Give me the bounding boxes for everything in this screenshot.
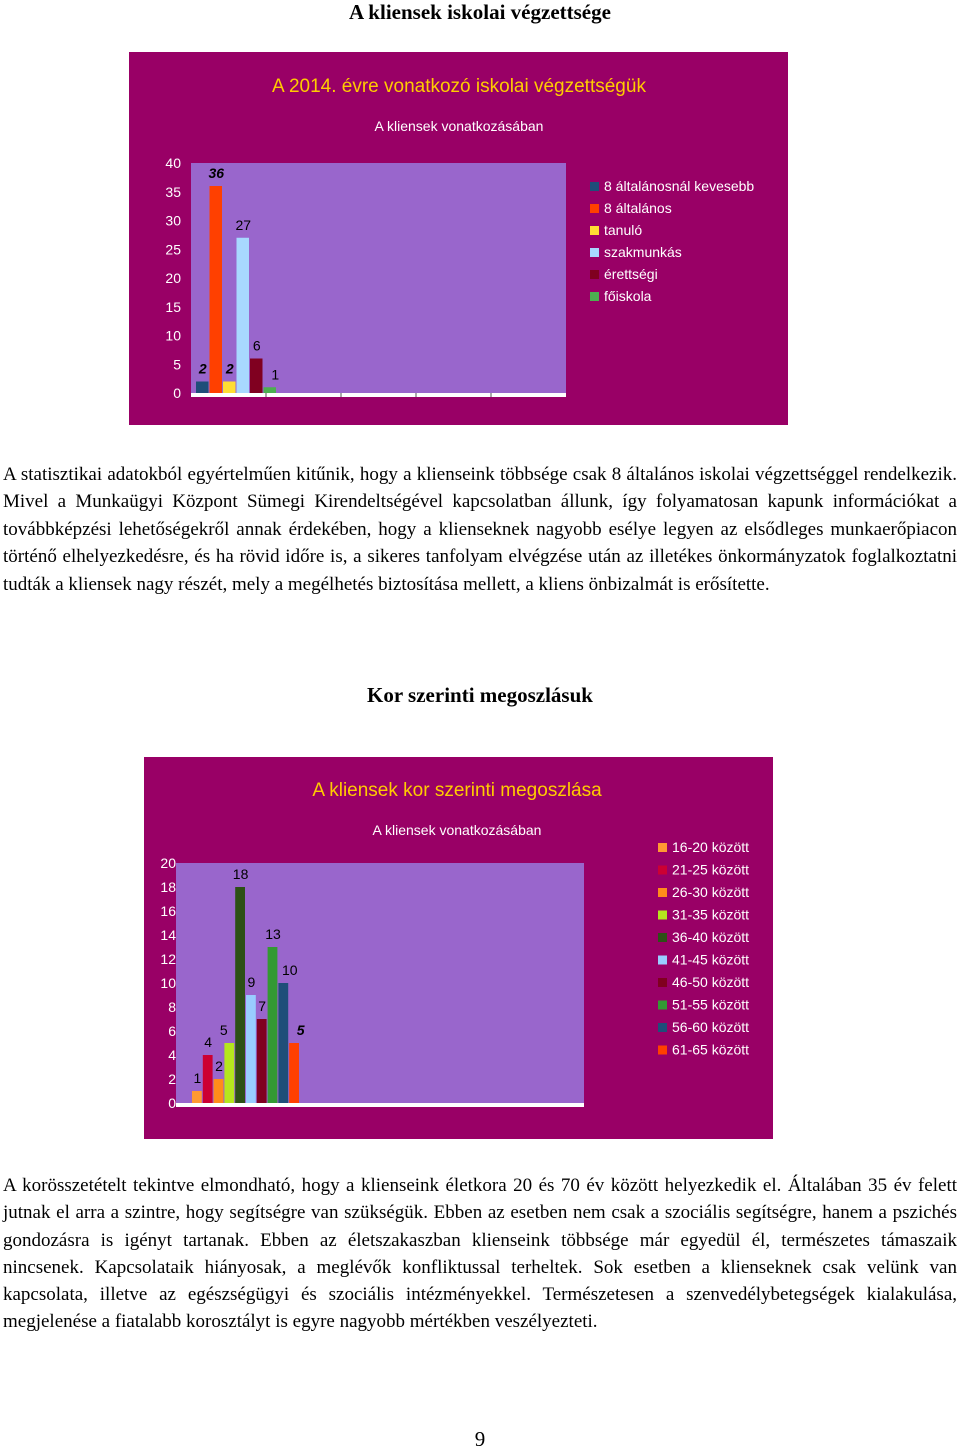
- page-number: 9: [474, 1427, 486, 1451]
- data-label: 1: [193, 1070, 202, 1086]
- y-tick-label: 10: [165, 327, 181, 344]
- legend-entry: érettségi: [604, 266, 658, 282]
- section-heading-age: Kor szerinti megoszlásuk: [367, 683, 593, 707]
- legend-entry: 26-30 között: [672, 884, 750, 900]
- y-tick-label: 14: [160, 927, 176, 943]
- bar: [214, 1079, 224, 1103]
- y-tick-label: 2: [168, 1071, 176, 1087]
- bar: [278, 983, 288, 1103]
- bar: [264, 387, 277, 393]
- legend-swatch: [590, 270, 599, 279]
- bar: [223, 382, 236, 394]
- data-label: 9: [247, 974, 256, 990]
- plot-floor: [191, 393, 566, 397]
- legend-swatch: [658, 978, 667, 987]
- y-tick-label: 4: [168, 1047, 176, 1063]
- paragraph-age: A korösszetételt tekintve elmondható, hogy a klienseink életkora 20 és 70 év között helyezkedik el. Általában 35 év felett jutnak el arra a szintre, hogy segítségre van szükségük. Ebben az esetben nem csak a szociális segítségre, hanem a pszichés gondozásra is igényt tartanak. Ebben az életszakaszban klienseink többsége már egyedül él, természetes támaszaik nincsenek. Kapcsolataik hiányosak, a meglévők konfliktussal terheltek. Sok esetben a klienseknek csak velünk van kapcsolata, illetve az egészségügyi és szociális intézményekkel. Természetesen a szenvedélybetegségek kialakulása, megjelenése a fiatalabb korosztályt is egyre nagyobb mértékben veszélyezteti.: [3, 1175, 957, 1333]
- legend-entry: 8 általános: [604, 200, 672, 216]
- y-tick-label: 30: [165, 212, 181, 229]
- data-label: 5: [296, 1022, 305, 1038]
- legend-entry: 16-20 között: [672, 839, 750, 855]
- bar: [235, 887, 245, 1103]
- data-label: 7: [258, 998, 267, 1014]
- legend-swatch: [658, 866, 667, 875]
- bar: [210, 186, 223, 393]
- legend-swatch: [658, 1046, 667, 1055]
- bar: [257, 1019, 267, 1103]
- legend-swatch: [658, 911, 667, 920]
- y-tick-label: 15: [165, 298, 181, 315]
- legend-entry: főiskola: [604, 288, 652, 304]
- legend-entry: 51-55 között: [672, 996, 750, 1013]
- chart-title: A kliensek kor szerinti megoszlása: [312, 780, 602, 801]
- y-tick-label: 12: [160, 951, 176, 967]
- legend-swatch: [590, 226, 599, 235]
- plot-floor: [176, 1103, 584, 1107]
- legend-entry: tanuló: [604, 222, 643, 238]
- legend-swatch: [590, 204, 599, 213]
- bar: [196, 382, 209, 394]
- legend-entry: 46-50 között: [672, 974, 750, 990]
- legend-swatch: [658, 956, 667, 965]
- chart-title: A 2014. évre vonatkozó iskolai végzettségük: [272, 76, 646, 97]
- data-label: 2: [225, 360, 234, 377]
- y-tick-label: 0: [173, 385, 181, 401]
- bar: [203, 1055, 213, 1103]
- data-label: 4: [204, 1034, 213, 1050]
- y-tick-label: 6: [168, 1023, 176, 1039]
- legend-entry: 41-45 között: [672, 951, 750, 968]
- bar: [237, 238, 250, 393]
- section-heading-education: A kliensek iskolai végzettsége: [349, 0, 611, 24]
- legend-entry: 21-25 között: [672, 861, 750, 878]
- data-label: 2: [198, 360, 207, 377]
- y-tick-label: 5: [173, 356, 181, 373]
- y-tick-label: 25: [165, 241, 181, 258]
- data-label: 36: [208, 165, 225, 181]
- data-label: 6: [252, 337, 261, 354]
- data-label: 10: [282, 962, 298, 978]
- y-tick-label: 40: [165, 155, 181, 171]
- legend-entry: 36-40 között: [672, 929, 750, 945]
- data-label: 18: [232, 866, 249, 882]
- chart-subtitle: A kliensek vonatkozásában: [374, 118, 544, 134]
- y-tick-label: 20: [165, 270, 181, 286]
- legend-entry: 8 általánosnál kevesebb: [604, 178, 755, 194]
- data-label: 27: [235, 216, 252, 233]
- bar: [192, 1091, 202, 1103]
- y-tick-label: 20: [160, 855, 176, 871]
- y-tick-label: 10: [160, 975, 176, 991]
- legend-swatch: [658, 1001, 667, 1010]
- bar: [250, 359, 263, 394]
- y-tick-label: 8: [168, 999, 176, 1015]
- data-label: 5: [219, 1022, 228, 1038]
- paragraph-education: A statisztikai adatokból egyértelműen kitűnik, hogy a klienseink többsége csak 8 általános iskolai végzettséggel rendelkezik. Mivel a Munkaügyi Központ Sümegi Kirendeltségével kapcsolatban állunk, így folyamatosan kapunk információkat a továbbképzési lehetőségekről annak érdekében, hogy a klienseknek nagyobb esélye legyen az elsődleges munkaerőpiacon történő elhelyezkedésre, és ha rövid időre is, a sikeres tanfolyam elvégzése után az illetékes önkormányzatok foglalkoztatni tudták a kliensek nagy részét, mely a megélhetés biztosítása mellett, a kliens önbizalmát is erősítette.: [3, 464, 957, 595]
- y-tick-label: 16: [160, 903, 176, 919]
- legend-entry: szakmunkás: [604, 244, 682, 260]
- y-tick-label: 18: [160, 879, 176, 895]
- legend-swatch: [658, 843, 667, 852]
- data-label: 1: [271, 366, 280, 383]
- legend-entry: 61-65 között: [672, 1041, 750, 1058]
- legend-swatch: [590, 248, 599, 257]
- legend-entry: 56-60 között: [672, 1019, 750, 1035]
- legend-swatch: [658, 933, 667, 942]
- y-tick-label: 35: [165, 183, 181, 200]
- data-label: 2: [215, 1058, 223, 1074]
- bar: [246, 995, 256, 1103]
- bar: [289, 1043, 299, 1103]
- legend-swatch: [590, 182, 599, 191]
- education-chart: [129, 52, 788, 425]
- bar: [224, 1043, 234, 1103]
- chart-subtitle: A kliensek vonatkozásában: [372, 822, 542, 838]
- y-tick-label: 0: [168, 1095, 176, 1111]
- bar: [268, 947, 278, 1103]
- legend-swatch: [658, 1023, 667, 1032]
- data-label: 13: [265, 926, 281, 942]
- legend-entry: 31-35 között: [672, 906, 750, 923]
- legend-swatch: [658, 888, 667, 897]
- age-chart: [144, 757, 773, 1139]
- legend-swatch: [590, 292, 599, 301]
